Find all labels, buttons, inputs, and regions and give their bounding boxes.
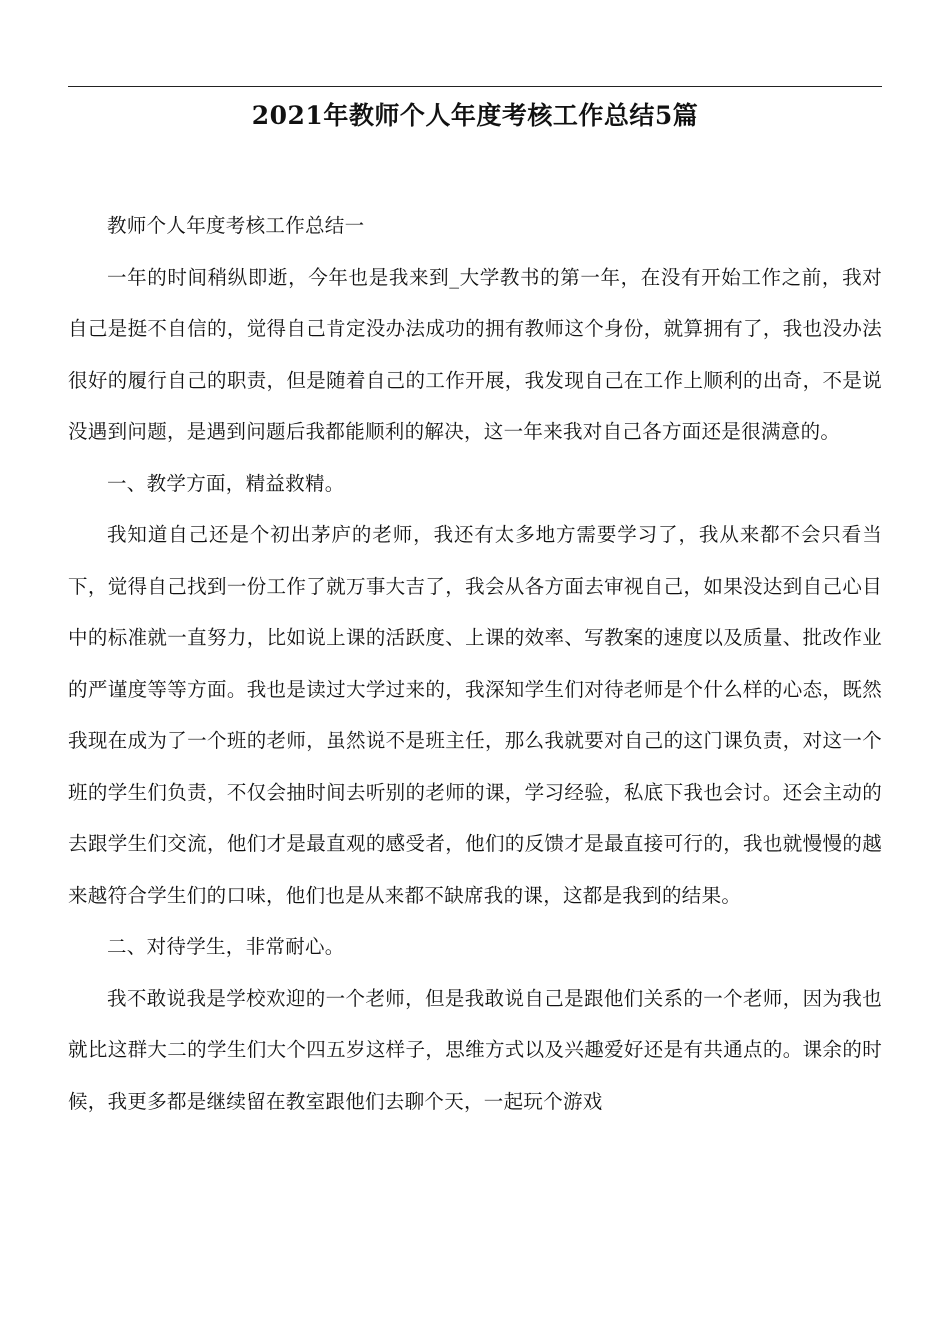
document-title: 2021年教师个人年度考核工作总结5篇 [251, 101, 699, 130]
document-body [68, 200, 882, 1127]
body-paragraph-1: 一年的时间稍纵即逝，今年也是我来到_大学教书的第一年，在没有开始工作之前，我对自己是挺不自信的，觉得自己肯定没办法成功的拥有教师这个身份，就算拥有了，我也没办法很好的履行自己的职责，但是随着自己的工作开展，我发现自己在工作上顺利的出奇，不是说没遇到问题，是遇到问题后我都能顺利的解决，这一年来我对自己各方面还是很满意的。 [68, 265, 882, 443]
body-paragraph-2: 我知道自己还是个初出茅庐的老师，我还有太多地方需要学习了，我从来都不会只看当下，觉得自己找到一份工作了就万事大吉了，我会从各方面去审视自己，如果没达到自己心目中的标准就一直努力，比如说上课的活跃度、上课的效率、写教案的速度以及质量、批改作业的严谨度等等方面。我也是读过大学过来的，我深知学生们对待老师是个什么样的心态，既然我现在成为了一个班的老师，虽然说不是班主任，那么我就要对自己的这门课负责，对这一个班的学生们负责，不仅会抽时间去听别的老师的课，学习经验，私底下我也会讨。还会主动的去跟学生们交流，他们才是最直观的感受者，他们的反馈才是最直接可行的，我也就慢慢的越来越符合学生们的口味，他们也是从来都不缺席我的课，这都是我到的结果。 [68, 523, 882, 907]
section-heading-1: 教师个人年度考核工作总结一 [107, 214, 365, 237]
subsection-heading-teaching: 一、教学方面，精益救精。 [107, 471, 345, 495]
subsection-heading-students: 二、对待学生，非常耐心。 [107, 935, 345, 958]
body-paragraph-3: 我不敢说我是学校欢迎的一个老师，但是我敢说自己是跟他们关系的一个老师，因为我也就比这群大二的学生们大个四五岁这样子，思维方式以及兴趣爱好还是有共通点的。课余的时候，我更多都是继续留在教室跟他们去聊个天，一起玩个游戏 [68, 986, 882, 1113]
header-rule [68, 86, 882, 87]
